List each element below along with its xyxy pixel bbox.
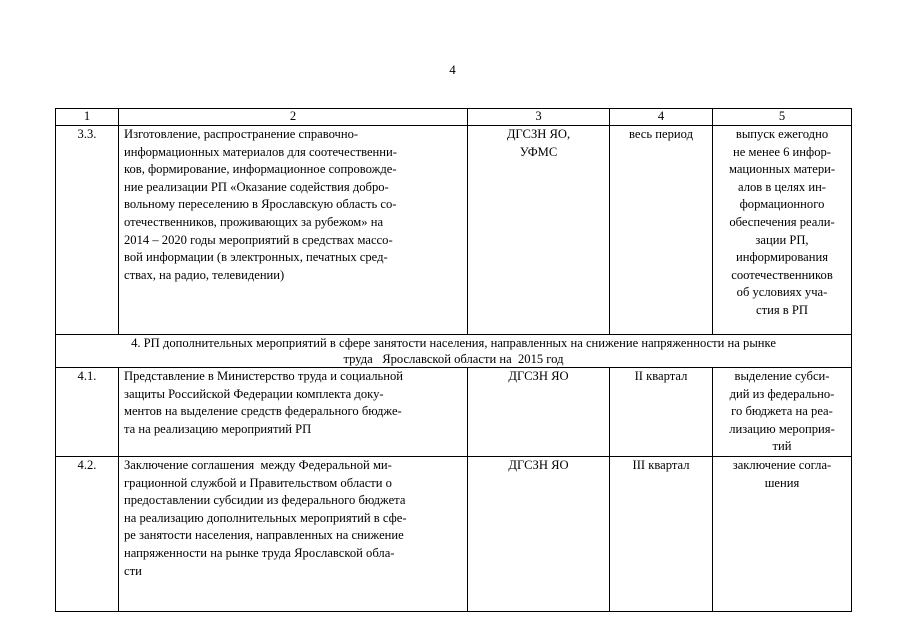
result-line: не менее 6 инфор- — [733, 144, 831, 159]
item-number: 4.2. — [56, 456, 119, 611]
result-line: тий — [772, 439, 792, 454]
result-line: выпуск ежегодно — [735, 127, 829, 141]
section-heading-line: 4. РП дополнительных мероприятий в сфере занятости населения, направленных на снижение напряженности на рынке — [131, 336, 776, 350]
item-period: III квартал — [610, 456, 713, 611]
item-result — [713, 456, 852, 611]
result-line: шения — [764, 475, 800, 490]
item-description — [119, 126, 468, 335]
item-number: 4.1. — [56, 368, 119, 457]
description-line: вольному переселению в Ярославскую область со- — [124, 197, 397, 212]
item-period: весь период — [610, 126, 713, 335]
column-number-4: 4 — [610, 109, 713, 126]
item-executor — [468, 126, 610, 335]
result-line: соотечественников — [731, 267, 833, 282]
description-line: та на реализацию мероприятий РП — [124, 421, 312, 436]
description-line: защиты Российской Федерации комплекта доку- — [124, 386, 384, 401]
description-line: напряженности на рынке труда Ярославской обла- — [124, 545, 395, 560]
result-line: выделение субси- — [734, 369, 830, 383]
table-row-3-3 — [56, 126, 852, 335]
item-result — [713, 368, 852, 457]
result-line: формационного — [739, 197, 825, 212]
description-line: на реализацию дополнительных мероприятий в сфе- — [124, 510, 407, 525]
executor-line: УФМС — [519, 144, 558, 159]
description-line: Изготовление, распространение справочно- — [124, 127, 359, 141]
item-description — [119, 456, 468, 611]
column-number-3: 3 — [468, 109, 610, 126]
description-line: 2014 – 2020 годы мероприятий в средствах массо- — [124, 232, 393, 247]
description-line: ре занятости населения, направленных на снижение — [124, 528, 404, 543]
result-line: мационных матери- — [728, 162, 836, 177]
column-number-1: 1 — [56, 109, 119, 126]
section-heading-line: труда Ярославской области на 2015 год — [343, 352, 564, 366]
description-line: Заключение соглашения между Федеральной ми- — [124, 457, 392, 472]
section-heading-row — [56, 335, 852, 368]
result-line: заключение согла- — [732, 457, 832, 472]
description-line: ствах, на радио, телевидении) — [124, 267, 285, 282]
description-line: ние реализации РП «Оказание содействия добро- — [124, 179, 389, 194]
item-period: II квартал — [610, 368, 713, 457]
result-line: об условиях уча- — [736, 285, 828, 300]
measures-table — [55, 108, 852, 612]
column-number-2: 2 — [119, 109, 468, 126]
result-line: дий из федерально- — [729, 386, 835, 401]
table-row-4-2 — [56, 456, 852, 611]
executor-line: ДГСЗН ЯО — [508, 369, 569, 383]
description-line: грационной службой и Правительством области о — [124, 475, 392, 490]
result-line: алов в целях ин- — [738, 179, 826, 194]
description-line: отечественников, проживающих за рубежом» на — [124, 214, 384, 229]
result-line: го бюджета на реа- — [731, 404, 833, 419]
section-heading — [56, 335, 852, 368]
description-line: ков, формирование, информационное сопровожде- — [124, 162, 397, 177]
description-line: информационных материалов для соотечественни- — [124, 144, 397, 159]
result-line: лизацию мероприя- — [729, 421, 835, 436]
result-line: стия в РП — [756, 302, 808, 317]
result-line: обеспечения реали- — [729, 214, 835, 229]
column-number-row — [56, 109, 852, 126]
description-line: предоставлении субсидии из федерального бюджета — [124, 493, 406, 508]
item-number: 3.3. — [56, 126, 119, 335]
description-line: сти — [124, 563, 142, 578]
table-row-4-1 — [56, 368, 852, 457]
executor-line: ДГСЗН ЯО, — [506, 127, 571, 141]
description-line: Представление в Министерство труда и социальной — [124, 369, 404, 383]
item-executor — [468, 456, 610, 611]
result-line: зации РП, — [755, 232, 809, 247]
column-number-5: 5 — [713, 109, 852, 126]
result-line: информирования — [736, 250, 828, 265]
description-line: ментов на выделение средств федерального бюдже- — [124, 404, 402, 419]
page-number: 4 — [449, 62, 456, 77]
item-description — [119, 368, 468, 457]
item-result — [713, 126, 852, 335]
executor-line: ДГСЗН ЯО — [508, 457, 569, 472]
description-line: вой информации (в электронных, печатных сред- — [124, 250, 388, 265]
item-executor — [468, 368, 610, 457]
